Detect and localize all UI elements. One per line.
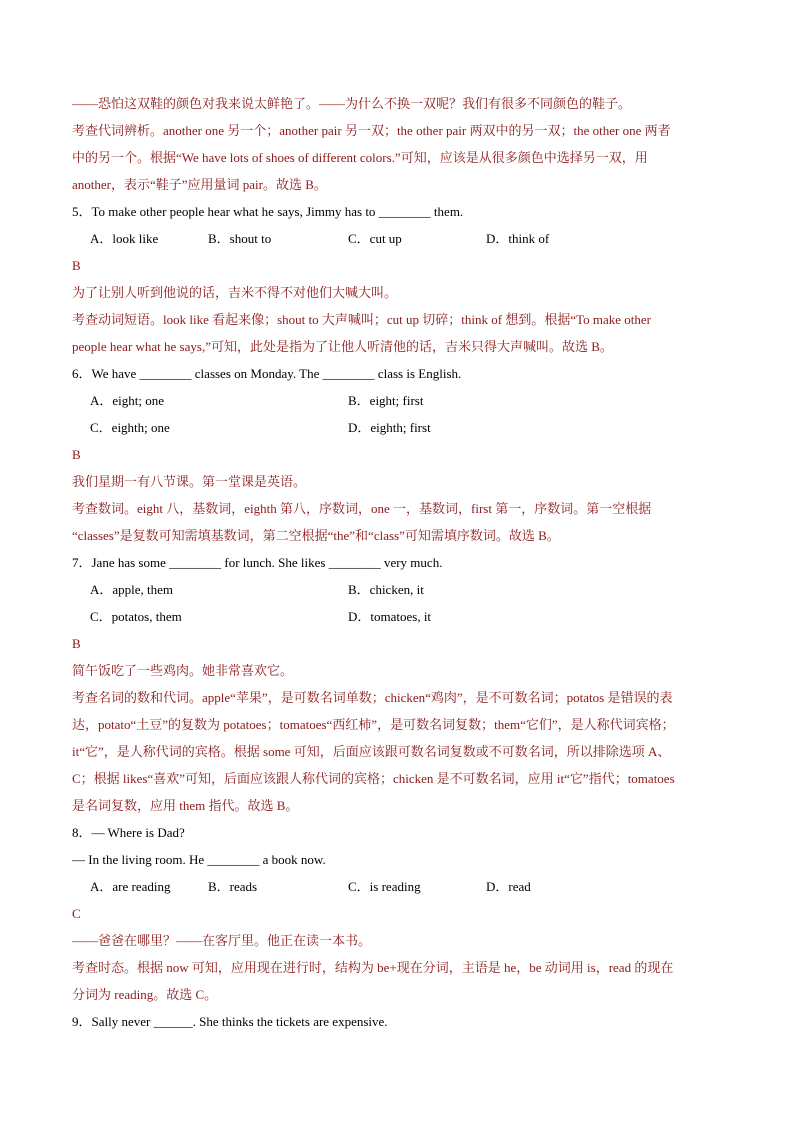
q6-option-b: B．eight; first [348,393,424,408]
q6-translation: 我们星期一有八节课。第一堂课是英语。 [72,474,307,489]
q4-translation: ——恐怕这双鞋的颜色对我来说太鲜艳了。——为什么不换一双呢？我们有很多不同颜色的鞋子。 [72,96,632,111]
q6-stem: 6．We have ________ classes on Monday. The ________ class is English. [72,366,462,381]
q7-option-c: C．potatos, them [90,609,182,624]
q8-analysis-line-2: 分词为 reading。故选 C。 [72,987,218,1002]
q8-option-d: D．read [486,879,531,894]
q7-translation: 简午饭吃了一些鸡肉。她非常喜欢它。 [72,663,294,678]
q6-options-row-2 [72,414,722,441]
document-page [72,90,722,1035]
q6-options-row-1 [72,387,722,414]
q7-options-row-1 [72,576,722,603]
q7-stem: 7．Jane has some ________ for lunch. She likes ________ very much. [72,555,443,570]
q5-stem: 5．To make other people hear what he says, Jimmy has to ________ them. [72,204,464,219]
q8-translation: ——爸爸在哪里？——在客厅里。他正在读一本书。 [72,933,372,948]
q7-analysis-line-5: 是名词复数，应用 them 指代。故选 B。 [72,798,299,813]
q6-option-c: C．eighth; one [90,420,170,435]
q6-analysis-line-2: “classes”是复数可知需填基数词，第二空根据“the”和“class”可知需填序数词。故选 B。 [72,528,560,543]
q8-option-a: A．are reading [90,879,171,894]
q5-translation: 为了让别人听到他说的话，吉米不得不对他们大喊大叫。 [72,285,398,300]
q7-analysis-line-1: 考查名词的数和代词。apple“苹果”，是可数名词单数；chicken“鸡肉”，是不可数名词；potatos 是错误的表 [72,690,673,705]
q6-option-d: D．eighth; first [348,420,431,435]
q8-option-b: B．reads [208,879,258,894]
q8-option-c: C．is reading [348,879,421,894]
q7-options-row-2 [72,603,722,630]
q7-answer: B [72,636,81,651]
q7-option-b: B．chicken, it [348,582,424,597]
q8-analysis-line-1: 考查时态。根据 now 可知，应用现在进行时，结构为 be+现在分词，主语是 he，be 动词用 is，read 的现在 [72,960,674,975]
q5-analysis-line-1: 考查动词短语。look like 看起来像；shout to 大声喊叫；cut up 切碎；think of 想到。根据“To make other [72,312,651,327]
q5-answer: B [72,258,81,273]
q5-options [72,225,722,252]
q5-option-a: A．look like [90,231,159,246]
q7-option-a: A．apple, them [90,582,174,597]
q9-stem: 9．Sally never ______. She thinks the tickets are expensive. [72,1014,388,1029]
q5-option-b: B．shout to [208,231,272,246]
q6-analysis-line-1: 考查数词。eight 八，基数词，eighth 第八，序数词，one 一，基数词，first 第一，序数词。第一空根据 [72,501,652,516]
q7-analysis-line-3: it“它”，是人称代词的宾格。根据 some 可知，后面应该跟可数名词复数或不可数名词，所以排除选项 A、 [72,744,671,759]
q8-answer: C [72,906,81,921]
q4-analysis-line-1: 考查代词辨析。another one 另一个；another pair 另一双；the other pair 两双中的另一双；the other one 两者 [72,123,671,138]
q4-analysis-line-3: another，表示“鞋子”应用量词 pair。故选 B。 [72,177,327,192]
q6-answer: B [72,447,81,462]
q7-analysis-line-4: C；根据 likes“喜欢”可知，后面应该跟人称代词的宾格；chicken 是不可数名词，应用 it“它”指代；tomatoes [72,771,675,786]
q8-stem-2: — In the living room. He ________ a book now. [72,852,326,867]
q4-analysis-line-2: 中的另一个。根据“We have lots of shoes of different colors.”可知，应该是从很多颜色中选择另一双，用 [72,150,648,165]
q5-option-c: C．cut up [348,231,402,246]
q8-stem: 8．— Where is Dad? [72,825,185,840]
q6-option-a: A．eight; one [90,393,165,408]
q5-option-d: D．think of [486,231,550,246]
q7-analysis-line-2: 达，potato“土豆”的复数为 potatoes；tomatoes“西红柿”，是可数名词复数；them“它们”，是人称代词宾格； [72,717,675,732]
q5-analysis-line-2: people hear what he says,”可知，此处是指为了让他人听清他的话，吉米只得大声喊叫。故选 B。 [72,339,613,354]
q7-option-d: D．tomatoes, it [348,609,432,624]
q8-options [72,873,722,900]
